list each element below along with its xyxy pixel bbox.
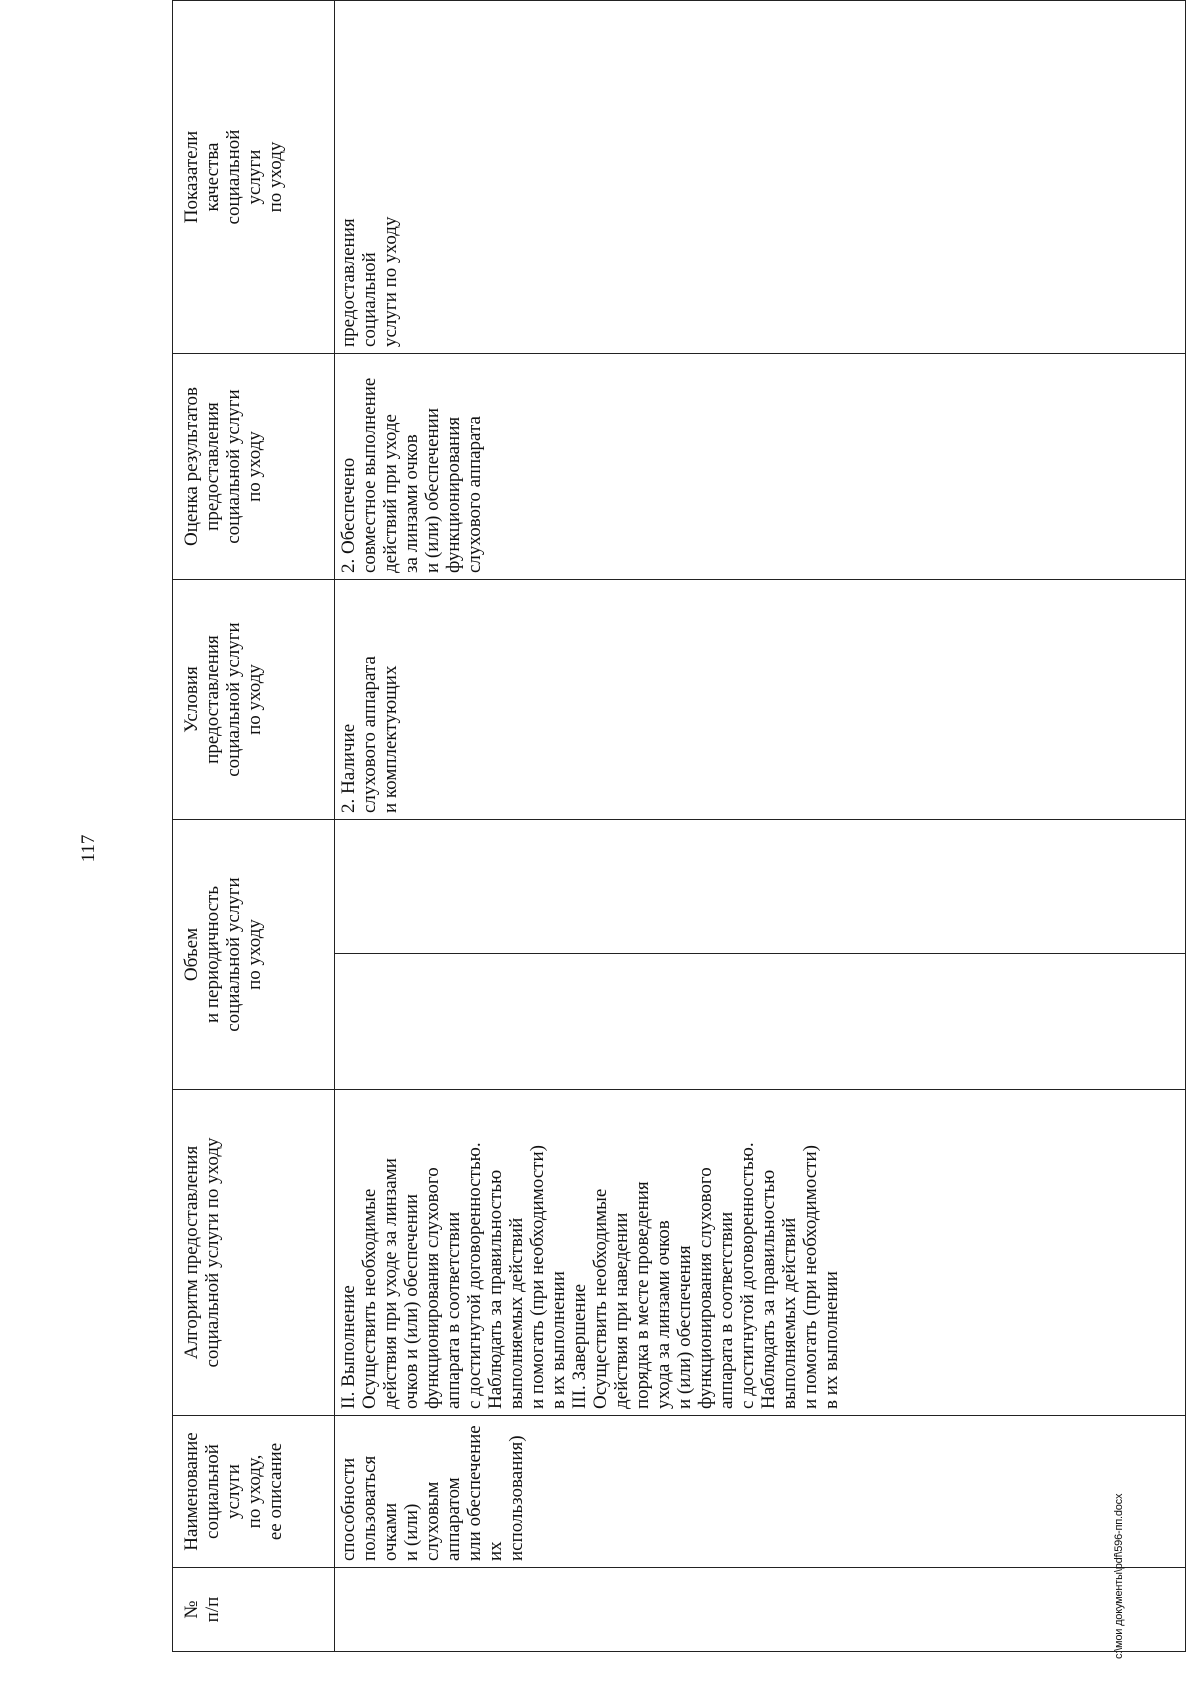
text-line: предоставления	[202, 402, 223, 531]
cell-evaluation	[335, 354, 1186, 580]
text-line: порядка в месте проведения	[632, 1181, 653, 1409]
text-line: выполняемых действий	[779, 1217, 800, 1409]
text-line: аппарата в соответствии	[443, 1211, 464, 1409]
text-line: функционирования слухового	[422, 1167, 443, 1409]
text-line: услуги	[244, 149, 265, 205]
text-line: Наблюдать за правильностью	[758, 1169, 779, 1409]
cell-algorithm	[335, 1090, 1186, 1416]
text-line: совместное выполнение	[359, 377, 380, 573]
text-line: ухода за линзами очков	[653, 1220, 674, 1409]
text-line: Алгоритм предоставления	[181, 1145, 202, 1360]
header-number	[173, 1568, 335, 1652]
text-line: их использования)	[485, 1435, 527, 1561]
header-algorithm	[173, 1090, 335, 1416]
text-line: действия при наведении	[611, 1212, 632, 1409]
table-row	[335, 1, 1186, 1652]
services-table	[172, 0, 1186, 1652]
text-line: аппарата в соответствии	[716, 1211, 737, 1409]
text-line: функционирования слухового	[695, 1167, 716, 1409]
page-number: 117	[78, 834, 99, 863]
text-line: социальной услуги	[223, 622, 244, 777]
cell-quality	[335, 1, 1186, 354]
text-line: социальной	[359, 252, 380, 347]
text-line: выполняемых действий	[506, 1217, 527, 1409]
footer-file-path: с:\мои документы\pdf\596-пп.docx	[1113, 1493, 1125, 1659]
header-evaluation	[173, 354, 335, 580]
text-line: в их выполнении	[821, 1271, 842, 1409]
text-line: II. Выполнение	[338, 1285, 359, 1409]
header-name	[173, 1416, 335, 1568]
cell-divider	[335, 954, 1185, 955]
text-line: аппаратом	[443, 1477, 464, 1561]
text-line: действия при уходе за линзами	[380, 1158, 401, 1409]
text-line: предоставления	[338, 218, 359, 347]
text-line: социальной услуги	[223, 877, 244, 1032]
text-line: 2. Наличие	[338, 723, 359, 813]
text-line: и помогать (при необходимости)	[800, 1145, 821, 1409]
text-line: социальной услуги	[223, 389, 244, 544]
text-line: и комплектующих	[380, 665, 401, 813]
text-line: 2. Обеспечено	[338, 457, 359, 573]
text-line: социальной	[223, 129, 244, 225]
text-line: Осуществить необходимые	[359, 1188, 380, 1409]
header-conditions	[173, 580, 335, 820]
text-line: и (или) обеспечении	[422, 407, 443, 573]
text-line: с достигнутой договоренностью.	[464, 1142, 485, 1409]
header-row	[173, 1, 335, 1652]
text-line: или обеспечение	[464, 1425, 485, 1561]
cell-volume	[335, 820, 1186, 1090]
text-line: в их выполнении	[548, 1271, 569, 1409]
text-line: действий при уходе	[380, 414, 401, 573]
text-line: Показатели	[181, 130, 202, 224]
cell-number	[335, 1568, 1186, 1652]
text-line: и помогать (при необходимости)	[527, 1145, 548, 1409]
text-line: Оценка результатов	[181, 387, 202, 546]
text-line: услуги по уходу	[380, 216, 401, 347]
text-line: по уходу	[265, 141, 286, 213]
text-line: по уходу	[244, 431, 265, 502]
cell-conditions	[335, 580, 1186, 820]
text-line: Условия	[181, 666, 202, 733]
text-line: способности	[338, 1457, 359, 1561]
text-line: и (или) слуховым	[401, 1481, 443, 1561]
text-line: качества	[202, 142, 223, 212]
text-line: п/п	[202, 1596, 223, 1623]
header-quality	[173, 1, 335, 354]
text-line: Наименование	[181, 1432, 202, 1551]
text-line: и периодичность	[202, 885, 223, 1024]
text-line: по уходу	[244, 664, 265, 735]
text-line: III. Завершение	[569, 1283, 590, 1409]
text-line: слухового аппарата	[359, 656, 380, 813]
text-line: по уходу	[244, 919, 265, 990]
text-line: очков и (или) обеспечении	[401, 1193, 422, 1409]
cell-name	[335, 1416, 1186, 1568]
text-line: слухового аппарата	[464, 416, 485, 573]
text-line: Объем	[181, 927, 202, 982]
text-line: Осуществить необходимые	[590, 1188, 611, 1409]
text-line: пользоваться очками	[359, 1450, 401, 1561]
text-line: социальной услуги по уходу	[202, 1137, 223, 1368]
text-line: с достигнутой договоренностью.	[737, 1142, 758, 1409]
text-line: за линзами очков	[401, 434, 422, 573]
text-line: №	[181, 1600, 202, 1619]
text-line: по уходу,	[244, 1454, 265, 1529]
text-line: социальной услуги	[202, 1439, 244, 1539]
text-line: и (или) обеспечения	[674, 1245, 695, 1409]
text-line: предоставления	[202, 635, 223, 764]
text-line: Наблюдать за правильностью	[485, 1169, 506, 1409]
header-volume	[173, 820, 335, 1090]
text-line: функционирования	[443, 416, 464, 573]
text-line: ее описание	[265, 1442, 286, 1541]
